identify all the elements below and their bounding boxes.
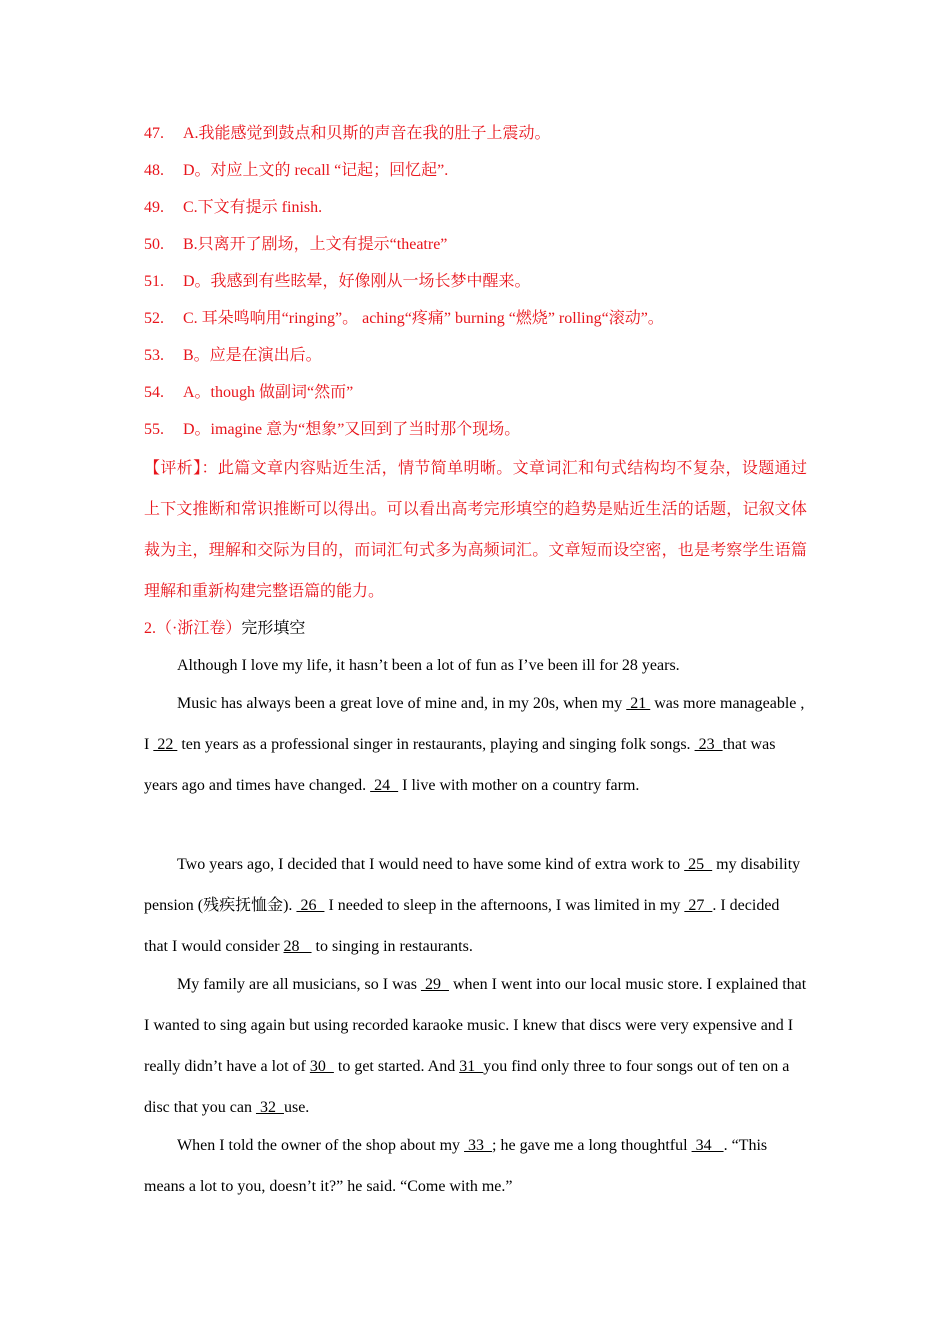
paragraph-text: . “This means a lot to you, doesn’t it?” he said. “Come with me.” [144, 1137, 768, 1195]
blank-25: 25 [684, 856, 713, 873]
answer-text: B.只离开了剧场，上文有提示“theatre” [183, 236, 448, 253]
section-heading [144, 619, 305, 639]
answer-53 [144, 346, 322, 366]
paragraph-text: that was years ago and times have changed. [144, 736, 776, 794]
answer-number: 48. [144, 162, 164, 179]
paragraph-text: . I decided that I would consider [144, 897, 780, 955]
answer-52 [144, 309, 664, 329]
paragraph-text: to get started. And [333, 1058, 460, 1075]
blank-28: 28 [283, 938, 312, 955]
blank-21: 21 [626, 695, 651, 712]
section-source: （·浙江卷） [156, 620, 242, 637]
paragraph-text: My family are all musicians, so I was [177, 976, 421, 993]
answer-number: 55. [144, 421, 164, 438]
answer-text: B。应是在演出后。 [183, 347, 322, 364]
paragraph-text: Music has always been a great love of mine and, in my 20s, when my [177, 695, 627, 712]
blank-34: 34 [691, 1137, 724, 1154]
blank-27: 27 [684, 897, 713, 914]
paragraph-text: ten years as a professional singer in restaurants, playing and singing folk songs. [177, 736, 695, 753]
answer-49 [144, 198, 322, 218]
paragraph-text: I live with mother on a country farm. [398, 777, 640, 794]
passage-paragraph-3 [144, 844, 807, 967]
answer-text: A。though 做副词“然而” [183, 384, 354, 401]
blank-24: 24 [370, 777, 399, 794]
blank-32: 32 [255, 1099, 284, 1116]
answer-text: C.下文有提示 finish. [183, 199, 323, 216]
answer-54 [144, 383, 353, 403]
answer-text: A.我能感觉到鼓点和贝斯的声音在我的肚子上震动。 [183, 125, 551, 142]
answer-text: D。对应上文的 recall “记起；回忆起”. [183, 162, 449, 179]
passage-paragraph-2 [144, 683, 807, 806]
paragraph-text: use. [283, 1099, 310, 1116]
blank-22: 22 [153, 736, 178, 753]
passage-paragraph-1 [177, 656, 680, 676]
answer-number: 49. [144, 199, 164, 216]
answer-50 [144, 235, 447, 255]
paragraph-text: was more manageable , I [144, 695, 805, 753]
answer-number: 51. [144, 273, 164, 290]
answer-51 [144, 272, 531, 292]
answer-number: 54. [144, 384, 164, 401]
paragraph-text: Two years ago, I decided that I would need to have some kind of extra work to [177, 856, 685, 873]
passage-paragraph-5 [144, 1125, 807, 1207]
paragraph-text: you find only three to four songs out of ten on a disc that you can [144, 1058, 790, 1116]
answer-text: D。我感到有些眩晕，好像刚从一场长梦中醒来。 [183, 273, 531, 290]
paragraph-text: ; he gave me a long thoughtful [492, 1137, 692, 1154]
paragraph-text: When I told the owner of the shop about my [177, 1137, 465, 1154]
answer-number: 50. [144, 236, 164, 253]
paragraph-text: to singing in restaurants. [311, 938, 473, 955]
answer-number: 52. [144, 310, 164, 327]
blank-33: 33 [464, 1137, 493, 1154]
blank-31: 31 [459, 1058, 484, 1075]
comment-label: 【评析】 [144, 460, 202, 477]
blank-26: 26 [296, 897, 325, 914]
blank-30: 30 [309, 1058, 334, 1075]
paragraph-text: I needed to sleep in the afternoons, I was limited in my [324, 897, 685, 914]
comment-text: ：此篇文章内容贴近生活，情节简单明晰。文章词汇和句式结构均不复杂，设题通过上下文推断和常识推断可以得出。可以看出高考完形填空的趋势是贴近生活的话题，记叙文体裁为主，理解和交际为目的，而词汇句式多为高频词汇。文章短而设空密，也是考察学生语篇理解和重新构建完整语篇的能力。 [144, 460, 807, 600]
answer-55 [144, 420, 520, 440]
answer-48 [144, 161, 448, 181]
passage-paragraph-4 [144, 964, 807, 1128]
answer-text: D。imagine 意为“想象”又回到了当时那个现场。 [183, 421, 521, 438]
paragraph-text: Although I love my life, it hasn’t been a lot of fun as I’ve been ill for 28 years. [177, 657, 680, 674]
blank-29: 29 [420, 976, 449, 993]
comment-paragraph [144, 448, 807, 612]
paragraph-text: when I went into our local music store. I explained that I wanted to sing again but using recorded karaoke music. I knew that discs were very expensive and I really didn’t have a lot of [144, 976, 807, 1075]
section-number: 2. [144, 620, 156, 637]
section-title: 完形填空 [241, 620, 306, 637]
answer-47 [144, 124, 551, 144]
blank-23: 23 [694, 736, 723, 753]
paragraph-text: my disability pension (残疾抚恤金). [144, 856, 801, 914]
answer-number: 53. [144, 347, 164, 364]
answer-text: C. 耳朵鸣响用“ringing”。 aching“疼痛” burning “燃烧” rolling“滚动”。 [183, 310, 664, 327]
answer-number: 47. [144, 125, 164, 142]
